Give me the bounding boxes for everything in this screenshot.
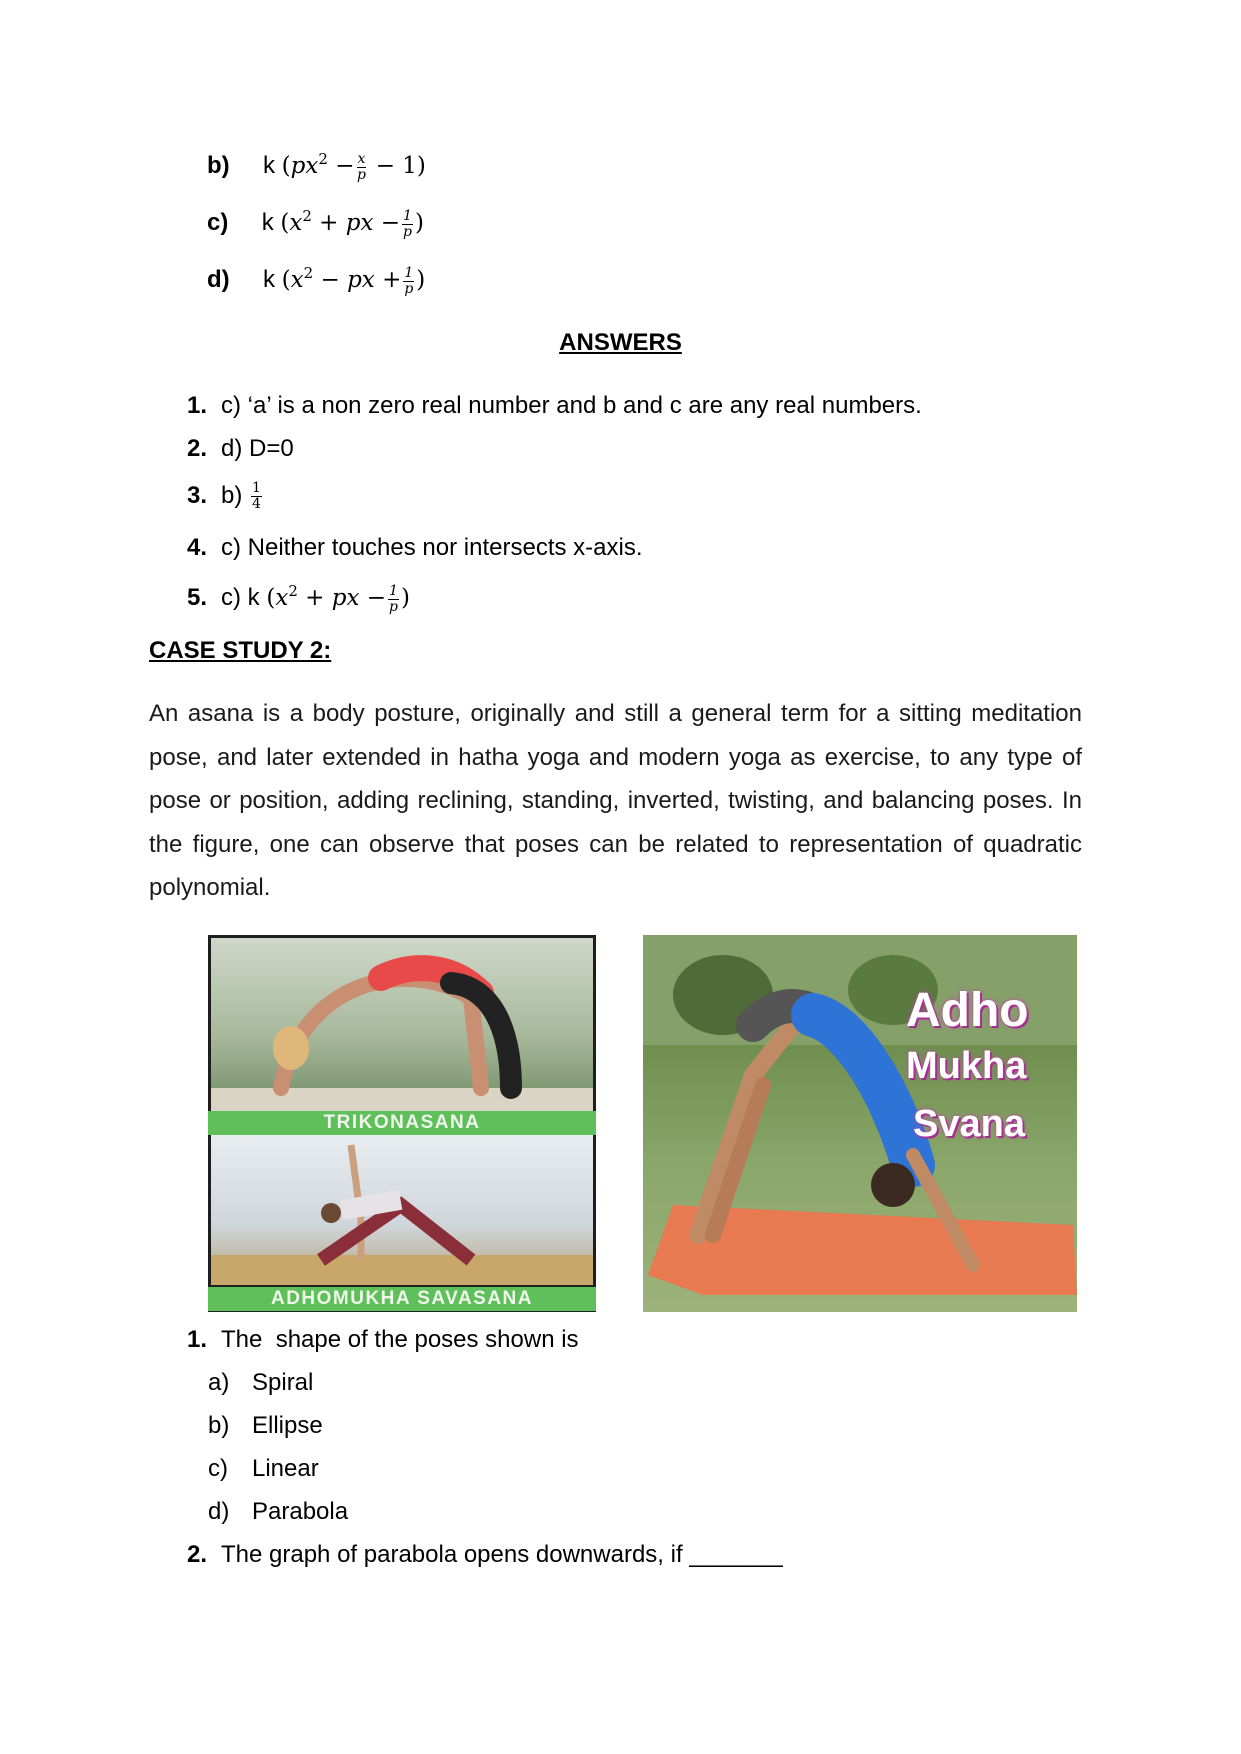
option-letter: d) (207, 266, 230, 293)
option-text: Parabola (252, 1498, 349, 1525)
answer-item-2 (187, 435, 294, 463)
option-prefix: k (261, 209, 274, 236)
right-title-svana: Svana (913, 1103, 1025, 1145)
option-letter: b) (208, 1412, 230, 1439)
question-1-option-d (208, 1498, 348, 1526)
option-letter: b) (207, 152, 230, 179)
right-title-adho: Adho (906, 984, 1029, 1037)
caption-adhomukha-savasana: ADHOMUKHA SAVASANA (208, 1287, 596, 1311)
yoga-pose-image-right (643, 935, 1077, 1312)
option-text: Linear (252, 1455, 319, 1482)
question-text: The graph of parabola opens downwards, if _______ (221, 1541, 783, 1568)
answer-number: 5. (187, 584, 208, 611)
right-title-mukha: Mukha (906, 1045, 1027, 1087)
option-b-expression: ($px^2$ − $\frac{x}{p}$ (281, 150, 366, 183)
question-number: 1. (187, 1326, 208, 1353)
answer-5-expression: ($x^2$ + px − $\frac{1}{p}$ ) (266, 582, 410, 615)
option-b (207, 150, 426, 183)
answer-number: 3. (187, 481, 208, 509)
option-letter: d) (208, 1498, 230, 1525)
wheel-pose-figure (211, 938, 593, 1118)
option-prefix: k (263, 152, 275, 179)
answer-number: 4. (187, 534, 208, 561)
case-study-heading: CASE STUDY 2: (149, 637, 332, 664)
option-d-expression: ($x^2$ − px + $\frac{1}{p}$ ) (281, 264, 426, 297)
question-1-option-a (208, 1369, 313, 1397)
question-2 (187, 1541, 783, 1569)
answer-fraction: $\frac{1}{4}$ (252, 480, 261, 512)
answer-text: b) (221, 481, 243, 509)
answer-item-1 (187, 392, 922, 420)
option-b-expression-end: − 1) (375, 153, 426, 179)
question-number: 2. (187, 1541, 208, 1568)
answer-number: 2. (187, 435, 208, 462)
question-1-option-b (208, 1412, 323, 1440)
triangle-pose-figure (211, 1135, 593, 1285)
option-text: Ellipse (252, 1412, 323, 1439)
answer-number: 1. (187, 392, 208, 419)
answer-text: d) D=0 (221, 435, 294, 462)
answer-item-3 (187, 481, 264, 512)
triangle-pose-photo (211, 1135, 593, 1285)
option-letter: a) (208, 1369, 230, 1396)
option-letter: c) (207, 209, 229, 236)
yoga-poses-image-left (208, 935, 596, 1312)
wheel-pose-photo (211, 938, 593, 1118)
answer-item-5 (187, 582, 410, 615)
question-text: The shape of the poses shown is (221, 1326, 579, 1353)
option-prefix: k (263, 266, 275, 293)
option-c-expression: ($x^2$ + px − $\frac{1}{p}$ ) (280, 207, 424, 240)
answer-item-4 (187, 534, 643, 562)
answer-text: c) Neither touches nor intersects x-axis. (221, 534, 643, 561)
question-1 (187, 1326, 579, 1354)
answer-text: c) k (221, 584, 260, 611)
answer-text: c) ‘a’ is a non zero real number and b and c are any real numbers. (221, 392, 922, 419)
answers-heading: ANSWERS (559, 329, 682, 356)
option-d (207, 264, 425, 297)
option-c (207, 207, 424, 240)
option-letter: c) (208, 1455, 228, 1482)
question-1-option-c (208, 1455, 319, 1483)
option-text: Spiral (252, 1369, 314, 1396)
case-study-paragraph: An asana is a body posture, originally and still a general term for a sitting meditation pose, and later extended in hatha yoga and modern yoga as exercise, to any type of pose or position, adding reclining, standing, inverted, twisting, and balancing poses. In the figure, one can observe that poses can be related to representation of quadratic polynomial. (149, 700, 1082, 901)
caption-trikonasana: TRIKONASANA (208, 1111, 596, 1135)
